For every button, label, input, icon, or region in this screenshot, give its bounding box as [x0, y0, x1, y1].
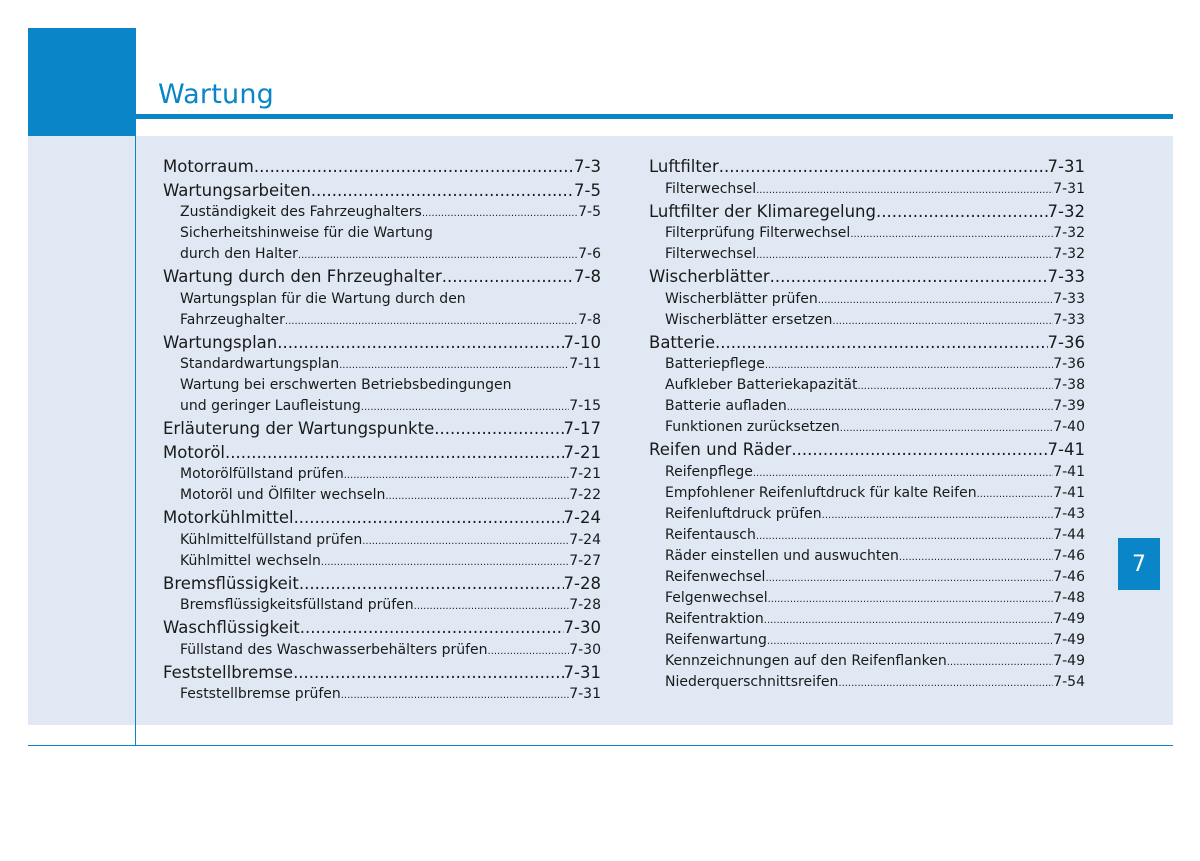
dot-leader	[818, 290, 1053, 311]
toc-page-number: 7-36	[1053, 356, 1085, 372]
dot-leader	[787, 397, 1054, 418]
toc-page-number: 7-8	[578, 311, 601, 328]
toc-entry[interactable]	[163, 417, 601, 441]
toc-page-number: 7-22	[569, 487, 601, 503]
toc-subentry[interactable]	[649, 462, 1085, 483]
dot-leader	[344, 465, 570, 486]
toc-page-number: 7-31	[563, 662, 601, 682]
toc-subentry[interactable]	[649, 223, 1085, 244]
toc-entry-title: Wartungsplan für die Wartung durch den	[180, 290, 466, 307]
toc-entry[interactable]	[163, 661, 601, 685]
toc-subentry[interactable]	[649, 179, 1085, 200]
toc-entry-title: Fahrzeughalter	[180, 311, 285, 328]
toc-entry-title: Füllstand des Waschwasserbehälters prüfen	[180, 641, 488, 658]
toc-subentry[interactable]	[163, 551, 601, 572]
toc-column-right	[649, 155, 1085, 693]
toc-page-number: 7-21	[563, 442, 601, 462]
dot-leader	[277, 331, 563, 355]
toc-page-number: 7-31	[1047, 157, 1085, 176]
bottom-rule	[28, 745, 1173, 746]
toc-entry[interactable]	[649, 331, 1085, 355]
toc-page-number: 7-40	[1053, 419, 1085, 435]
toc-entry-title: Motoröl	[163, 442, 225, 462]
toc-entry-title: Motorölfüllstand prüfen	[180, 466, 344, 482]
dot-leader	[385, 486, 569, 507]
dot-leader	[765, 568, 1053, 589]
toc-page-number: 7-49	[1053, 652, 1085, 669]
dot-leader	[422, 203, 578, 224]
toc-entry-title: Filterprüfung Filterwechsel	[665, 225, 851, 241]
dot-leader	[225, 441, 564, 465]
toc-subentry[interactable]	[163, 202, 601, 223]
toc-page-number: 7-11	[569, 356, 601, 372]
dot-leader	[285, 311, 578, 332]
toc-page-number: 7-30	[569, 641, 601, 658]
toc-page-number: 7-31	[569, 686, 601, 702]
toc-page-number: 7-27	[569, 552, 601, 569]
toc-entry-title: Wartung bei erschwerten Betriebsbedingungen	[180, 377, 512, 393]
toc-entry-title: Kühlmittelfüllstand prüfen	[180, 531, 363, 548]
dot-leader	[362, 531, 569, 552]
toc-entry-title: Funktionen zurücksetzen	[665, 419, 840, 435]
dot-leader	[321, 552, 569, 573]
toc-entry-title: Waschflüssigkeit	[163, 618, 300, 637]
toc-subentry[interactable]	[649, 672, 1085, 693]
dot-leader	[857, 376, 1053, 397]
toc-subentry[interactable]	[163, 310, 601, 331]
toc-entry-title: Reifentraktion	[665, 610, 764, 627]
toc-subentry[interactable]	[163, 640, 601, 661]
toc-subentry[interactable]	[649, 289, 1085, 310]
toc-entry[interactable]	[163, 441, 601, 465]
toc-subentry[interactable]	[163, 289, 601, 310]
toc-entry[interactable]	[163, 179, 601, 203]
toc-page-number: 7-54	[1053, 673, 1085, 690]
toc-subentry[interactable]	[649, 630, 1085, 651]
toc-entry[interactable]	[163, 155, 601, 179]
toc-page-number: 7-32	[1047, 201, 1085, 221]
toc-page-number: 7-17	[563, 419, 601, 438]
toc-subentry[interactable]	[649, 588, 1085, 609]
title-rule	[136, 114, 1173, 119]
toc-entry-title: Filterwechsel	[665, 180, 757, 197]
dot-leader	[791, 438, 1047, 462]
dot-leader	[840, 418, 1053, 439]
dot-leader	[488, 641, 570, 662]
toc-entry-title: Kühlmittel wechseln	[180, 552, 321, 569]
toc-subentry[interactable]	[163, 375, 601, 396]
toc-subentry[interactable]	[649, 504, 1085, 525]
toc-subentry[interactable]	[649, 546, 1085, 567]
toc-page-number: 7-44	[1053, 526, 1085, 543]
toc-page-number: 7-24	[563, 508, 601, 527]
dot-leader	[339, 355, 569, 376]
toc-subentry[interactable]	[649, 483, 1085, 504]
toc-page-number: 7-38	[1053, 377, 1085, 393]
toc-entry-title: Aufkleber Batteriekapazität	[665, 377, 858, 393]
toc-subentry[interactable]	[163, 354, 601, 375]
toc-page-number: 7-28	[563, 573, 601, 593]
dot-leader	[414, 596, 570, 617]
toc-page-number: 7-28	[569, 597, 601, 613]
toc-entry[interactable]	[163, 506, 601, 530]
toc-subentry[interactable]	[163, 530, 601, 551]
toc-subentry[interactable]	[163, 223, 601, 244]
toc-subentry[interactable]	[163, 684, 601, 705]
toc-page-number: 7-43	[1053, 505, 1085, 522]
toc-page-number: 7-39	[1053, 398, 1085, 414]
dot-leader	[770, 265, 1048, 289]
dot-leader	[977, 484, 1054, 505]
dot-leader	[719, 155, 1048, 179]
toc-page-number: 7-49	[1053, 631, 1085, 648]
toc-page-number: 7-32	[1053, 225, 1085, 241]
dot-leader	[311, 179, 574, 203]
toc-entry-title: Filterwechsel	[665, 246, 757, 262]
dot-leader	[293, 661, 563, 685]
toc-page-number: 7-6	[578, 246, 601, 262]
toc-subentry[interactable]	[649, 525, 1085, 546]
dot-leader	[298, 245, 578, 266]
dot-leader	[756, 245, 1053, 266]
toc-subentry[interactable]	[163, 244, 601, 265]
toc-page-number: 7-32	[1053, 246, 1085, 262]
dot-leader	[822, 505, 1054, 526]
dot-leader	[765, 355, 1053, 376]
toc-entry-title: Luftfilter	[649, 157, 719, 176]
toc-entry-title: Bremsflüssigkeit	[163, 573, 299, 593]
toc-entry[interactable]	[163, 331, 601, 355]
toc-page-number: 7-33	[1047, 267, 1085, 286]
toc-subentry[interactable]	[163, 464, 601, 485]
toc-page-number: 7-3	[574, 157, 601, 176]
toc-entry-title: Motoröl und Ölfilter wechseln	[180, 487, 386, 503]
toc-entry-title: Feststellbremse prüfen	[180, 686, 341, 702]
toc-entry-title: Batterie aufladen	[665, 398, 787, 414]
toc-entry-title: Reifenpflege	[665, 463, 753, 480]
toc-page-number: 7-48	[1053, 589, 1085, 606]
toc-entry-title: Wischerblätter	[649, 267, 770, 286]
toc-subentry[interactable]	[649, 396, 1085, 417]
toc-entry[interactable]	[649, 155, 1085, 179]
dot-leader	[838, 673, 1053, 694]
toc-subentry[interactable]	[163, 396, 601, 417]
dot-leader	[442, 265, 574, 289]
toc-page-number: 7-8	[574, 267, 601, 286]
chapter-corner-block	[28, 28, 136, 136]
dot-leader	[764, 610, 1053, 631]
dot-leader	[768, 589, 1054, 610]
dot-leader	[876, 200, 1048, 224]
toc-entry-title: und geringer Laufleistung	[180, 398, 361, 414]
dot-leader	[341, 685, 569, 706]
page-title: Wartung	[158, 79, 274, 110]
toc-subentry[interactable]	[163, 595, 601, 616]
toc-entry[interactable]	[163, 616, 601, 640]
toc-entry-title: Wartung durch den Fhrzeughalter	[163, 267, 442, 286]
toc-entry-title: Reifenwechsel	[665, 568, 766, 585]
toc-entry-title: Wischerblätter ersetzen	[665, 311, 833, 328]
toc-page-number: 7-41	[1053, 484, 1085, 501]
toc-column-left	[163, 155, 601, 705]
toc-subentry[interactable]	[649, 651, 1085, 672]
toc-entry-title: Bremsflüssigkeitsfüllstand prüfen	[180, 597, 414, 613]
toc-entry-title: Luftfilter der Klimaregelung	[649, 201, 876, 221]
toc-subentry[interactable]	[649, 244, 1085, 265]
dot-leader	[300, 616, 564, 640]
toc-page-number: 7-21	[569, 466, 601, 482]
toc-subentry[interactable]	[649, 375, 1085, 396]
dot-leader	[756, 526, 1053, 547]
toc-page-number: 7-15	[569, 398, 601, 414]
dot-leader	[947, 652, 1053, 673]
toc-entry[interactable]	[163, 265, 601, 289]
toc-entry-title: Wartungsplan	[163, 332, 278, 352]
dot-leader	[434, 417, 563, 441]
toc-subentry[interactable]	[649, 567, 1085, 588]
toc-entry-title: Empfohlener Reifenluftdruck für kalte Reifen	[665, 484, 977, 501]
toc-entry[interactable]	[649, 438, 1085, 462]
dot-leader	[767, 631, 1053, 652]
toc-entry[interactable]	[163, 572, 601, 596]
toc-entry-title: Reifentausch	[665, 526, 756, 543]
toc-page-number: 7-41	[1053, 463, 1085, 480]
toc-entry-title: Räder einstellen und auswuchten	[665, 547, 899, 564]
toc-entry-title: Reifen und Räder	[649, 440, 792, 459]
toc-page-number: 7-41	[1047, 440, 1085, 459]
toc-entry-title: Sicherheitshinweise für die Wartung	[180, 225, 433, 241]
toc-entry-title: Felgenwechsel	[665, 589, 768, 606]
dot-leader	[299, 572, 564, 596]
toc-page-number: 7-33	[1053, 290, 1085, 307]
toc-entry-title: Motorkühlmittel	[163, 508, 294, 527]
toc-entry-title: Batterie	[649, 332, 716, 352]
toc-entry-title: Kennzeichnungen auf den Reifenflanken	[665, 652, 947, 669]
dot-leader	[254, 155, 574, 179]
toc-subentry[interactable]	[649, 354, 1085, 375]
toc-page-number: 7-31	[1053, 180, 1085, 197]
toc-subentry[interactable]	[649, 417, 1085, 438]
toc-entry-title: Erläuterung der Wartungspunkte	[163, 419, 435, 438]
toc-entry-title: Reifenluftdruck prüfen	[665, 505, 822, 522]
toc-page-number: 7-5	[574, 180, 601, 200]
dot-leader	[361, 397, 569, 418]
dot-leader	[832, 311, 1053, 332]
toc-entry-title: Standardwartungsplan	[180, 356, 340, 372]
toc-page-number: 7-49	[1053, 610, 1085, 627]
toc-entry-title: Motorraum	[163, 157, 254, 176]
dot-leader	[753, 463, 1053, 484]
toc-entry-title: Zuständigkeit des Fahrzeughalters	[180, 204, 422, 220]
toc-subentry[interactable]	[163, 485, 601, 506]
toc-entry-title: durch den Halter	[180, 246, 298, 262]
toc-subentry[interactable]	[649, 310, 1085, 331]
toc-page-number: 7-46	[1053, 568, 1085, 585]
dot-leader	[850, 224, 1053, 245]
chapter-tab[interactable]: 7	[1118, 538, 1160, 590]
toc-page-number: 7-10	[563, 332, 601, 352]
toc-entry[interactable]	[649, 265, 1085, 289]
toc-entry-title: Feststellbremse	[163, 662, 294, 682]
toc-entry-title: Reifenwartung	[665, 631, 767, 648]
toc-entry-title: Wartungsarbeiten	[163, 180, 311, 200]
toc-page-number: 7-24	[569, 531, 601, 548]
toc-entry-title: Niederquerschnittsreifen	[665, 673, 839, 690]
dot-leader	[899, 547, 1053, 568]
toc-entry-title: Batteriepflege	[665, 356, 765, 372]
toc-page-number: 7-46	[1053, 547, 1085, 564]
dot-leader	[715, 331, 1048, 355]
toc-page-number: 7-5	[578, 204, 601, 220]
toc-entry-title: Wischerblätter prüfen	[665, 290, 818, 307]
toc-subentry[interactable]	[649, 609, 1085, 630]
toc-page-number: 7-36	[1047, 332, 1085, 352]
dot-leader	[294, 506, 564, 530]
toc-entry[interactable]	[649, 200, 1085, 224]
dot-leader	[756, 180, 1053, 201]
toc-page-number: 7-30	[563, 618, 601, 637]
toc-page-number: 7-33	[1053, 311, 1085, 328]
